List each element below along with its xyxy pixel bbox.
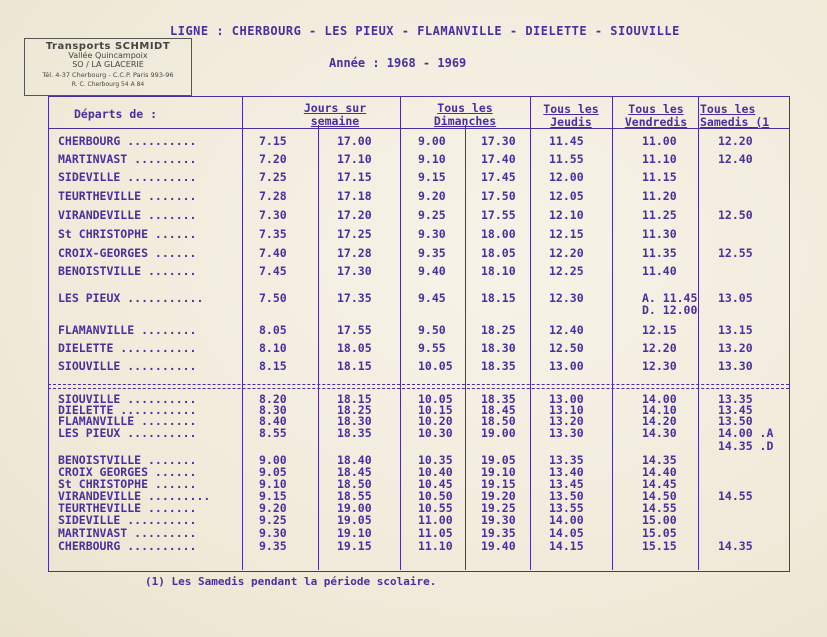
departure-time: 10.35 xyxy=(418,453,453,467)
departure-time: 17.40 xyxy=(481,152,516,166)
stamp-phone: Tél. 4-37 Cherbourg - C.C.P. Paris 993-96 xyxy=(42,71,174,79)
departure-time: 9.00 xyxy=(259,453,287,467)
header-dimanches xyxy=(410,102,520,128)
departure-time: 18.50 xyxy=(481,414,516,428)
station-name: St CHRISTOPHE ...... xyxy=(58,477,197,491)
column-divider xyxy=(400,96,401,570)
departure-time: 7.15 xyxy=(259,134,287,148)
departure-time: 7.45 xyxy=(259,264,287,278)
departure-time: 13.30 xyxy=(718,359,753,373)
station-name: VIRANDEVILLE ....... xyxy=(58,208,197,222)
departure-time: 7.20 xyxy=(259,152,287,166)
departure-time: 19.10 xyxy=(481,465,516,479)
departure-time: 18.35 xyxy=(481,359,516,373)
direction-divider xyxy=(48,388,789,389)
station-name: BENOISTVILLE ....... xyxy=(58,453,197,467)
station-name: DIELETTE ........... xyxy=(58,341,197,355)
departure-time: 12.20 xyxy=(718,134,753,148)
departure-time: 14.35 xyxy=(642,453,677,467)
departure-time: 12.55 xyxy=(718,246,753,260)
departure-time: 12.40 xyxy=(549,323,584,337)
departure-time: 12.50 xyxy=(718,208,753,222)
departure-time: 11.10 xyxy=(418,539,453,553)
footnote: (1) Les Samedis pendant la période scolaire. xyxy=(145,575,437,588)
station-name: CROIX GEORGES ...... xyxy=(58,465,197,479)
departure-time: 8.05 xyxy=(259,323,287,337)
departure-time: 8.40 xyxy=(259,414,287,428)
departure-time: 11.35 xyxy=(642,246,677,260)
departure-time: 13.00 xyxy=(549,392,584,406)
departure-time: 19.05 xyxy=(337,513,372,527)
departure-time: 9.45 xyxy=(418,291,446,305)
departure-time: 7.40 xyxy=(259,246,287,260)
departure-time: 17.55 xyxy=(481,208,516,222)
departure-time: 9.30 xyxy=(418,227,446,241)
departure-time: 12.15 xyxy=(549,227,584,241)
departure-time: 14.35 .D xyxy=(718,439,774,453)
station-name: LES PIEUX ........... xyxy=(58,291,204,305)
departure-time: 10.45 xyxy=(418,477,453,491)
station-name: TEURTHEVILLE ....... xyxy=(58,189,197,203)
departure-time: 14.20 xyxy=(642,414,677,428)
station-name: St CHRISTOPHE ...... xyxy=(58,227,197,241)
departure-time: 17.30 xyxy=(337,264,372,278)
station-name: CHERBOURG .......... xyxy=(58,134,197,148)
departure-time: 17.30 xyxy=(481,134,516,148)
stamp-company: Transports SCHMIDT xyxy=(45,41,171,52)
departure-time: 9.10 xyxy=(418,152,446,166)
departure-time: 18.40 xyxy=(337,453,372,467)
departure-time: 12.20 xyxy=(549,246,584,260)
departure-time: 7.28 xyxy=(259,189,287,203)
departure-time: 18.00 xyxy=(481,227,516,241)
station-name: SIDEVILLE .......... xyxy=(58,170,197,184)
departure-time: 10.40 xyxy=(418,465,453,479)
departure-time: 17.35 xyxy=(337,291,372,305)
departure-time: 8.20 xyxy=(259,392,287,406)
departure-time: 11.25 xyxy=(642,208,677,222)
departure-time: 13.30 xyxy=(549,426,584,440)
departure-time: 13.50 xyxy=(549,489,584,503)
departure-time: 14.55 xyxy=(642,501,677,515)
departure-time: 17.55 xyxy=(337,323,372,337)
departure-time: 10.15 xyxy=(418,403,453,417)
header-jeudis xyxy=(533,103,609,129)
departure-time: 18.30 xyxy=(481,341,516,355)
departure-time: 12.25 xyxy=(549,264,584,278)
departure-time: 13.40 xyxy=(549,465,584,479)
departure-time: 14.00 .A xyxy=(718,426,774,440)
departure-time: 14.35 xyxy=(718,539,753,553)
departure-time: 10.05 xyxy=(418,359,453,373)
departure-time: 13.35 xyxy=(718,392,753,406)
departure-time: 9.00 xyxy=(418,134,446,148)
column-divider xyxy=(612,96,613,570)
departure-time: 11.40 xyxy=(642,264,677,278)
departure-time: 12.20 xyxy=(642,341,677,355)
departure-time: A. 11.45 xyxy=(642,291,698,305)
departure-time: 11.15 xyxy=(642,170,677,184)
station-name: DIELETTE ........... xyxy=(58,403,197,417)
departure-time: 9.35 xyxy=(418,246,446,260)
departure-time: 14.10 xyxy=(642,403,677,417)
departure-time: 12.30 xyxy=(549,291,584,305)
departure-time: 18.15 xyxy=(337,359,372,373)
departure-time: 7.30 xyxy=(259,208,287,222)
header-jeudis-label: Tous les Jeudis xyxy=(543,102,599,129)
departure-time: 8.30 xyxy=(259,403,287,417)
station-name: CHERBOURG .......... xyxy=(58,539,197,553)
departure-time: 13.05 xyxy=(718,291,753,305)
departure-time: 18.50 xyxy=(337,477,372,491)
departure-time: 9.20 xyxy=(418,189,446,203)
departure-time: 13.45 xyxy=(718,403,753,417)
header-dimanches-label: Tous les Dimanches xyxy=(433,101,497,128)
departure-time: 13.50 xyxy=(718,414,753,428)
departure-time: 14.00 xyxy=(642,392,677,406)
departure-time: 19.20 xyxy=(481,489,516,503)
departure-time: 15.15 xyxy=(642,539,677,553)
column-divider xyxy=(242,96,243,570)
station-name: FLAMANVILLE ........ xyxy=(58,414,197,428)
departure-time: 19.15 xyxy=(481,477,516,491)
departure-time: 19.25 xyxy=(481,501,516,515)
station-name: CROIX-GEORGES ...... xyxy=(58,246,197,260)
departure-time: 14.05 xyxy=(549,526,584,540)
station-name: LES PIEUX .......... xyxy=(58,426,197,440)
header-departs: Départs de : xyxy=(74,107,158,121)
page-title: LIGNE : CHERBOURG - LES PIEUX - FLAMANVILLE - DIELETTE - SIOUVILLE xyxy=(170,24,680,38)
departure-time: 18.35 xyxy=(337,426,372,440)
departure-time: 17.20 xyxy=(337,208,372,222)
header-semaine xyxy=(285,102,385,128)
departure-time: 13.55 xyxy=(549,501,584,515)
header-vendredis-label: Tous les Vendredis xyxy=(624,102,688,129)
station-name: BENOISTVILLE ....... xyxy=(58,264,197,278)
departure-time: 9.10 xyxy=(259,477,287,491)
departure-time: 18.55 xyxy=(337,489,372,503)
departure-time: 12.15 xyxy=(642,323,677,337)
header-samedis xyxy=(700,103,788,129)
departure-time: 18.45 xyxy=(481,403,516,417)
departure-time: 13.10 xyxy=(549,403,584,417)
column-divider xyxy=(698,96,699,570)
company-stamp xyxy=(24,38,192,96)
departure-time: 14.50 xyxy=(642,489,677,503)
header-vendredis xyxy=(614,103,698,129)
header-samedis-label: Tous les Samedis (1 xyxy=(700,102,770,129)
departure-time: 18.05 xyxy=(337,341,372,355)
departure-time: 18.15 xyxy=(337,392,372,406)
departure-time: 19.15 xyxy=(337,539,372,553)
departure-time: 19.05 xyxy=(481,453,516,467)
departure-time: 18.30 xyxy=(337,414,372,428)
departure-time: 10.05 xyxy=(418,392,453,406)
departure-time: 10.55 xyxy=(418,501,453,515)
column-subdivider xyxy=(465,125,466,570)
departure-time: 19.00 xyxy=(337,501,372,515)
departure-time: 14.30 xyxy=(642,426,677,440)
station-name: SIOUVILLE .......... xyxy=(58,359,197,373)
departure-time: 18.25 xyxy=(481,323,516,337)
departure-time: 7.50 xyxy=(259,291,287,305)
departure-time: 19.10 xyxy=(337,526,372,540)
departure-time: 14.40 xyxy=(642,465,677,479)
departure-time: 17.45 xyxy=(481,170,516,184)
station-name: SIDEVILLE .......... xyxy=(58,513,197,527)
departure-time: 9.30 xyxy=(259,526,287,540)
station-name: MARTINVAST ......... xyxy=(58,152,197,166)
header-semaine-label: Jours sur semaine xyxy=(303,101,367,128)
departure-time: 17.10 xyxy=(337,152,372,166)
departure-time: 18.25 xyxy=(337,403,372,417)
departure-time: 12.00 xyxy=(549,170,584,184)
stamp-street: Vallée Quincampoix xyxy=(68,51,148,60)
departure-time: 17.25 xyxy=(337,227,372,241)
departure-time: 11.00 xyxy=(418,513,453,527)
departure-time: 17.18 xyxy=(337,189,372,203)
departure-time: 18.15 xyxy=(481,291,516,305)
departure-time: 12.10 xyxy=(549,208,584,222)
station-name: MARTINVAST ......... xyxy=(58,526,197,540)
column-divider xyxy=(530,96,531,570)
departure-time: D. 12.00 xyxy=(642,303,698,317)
departure-time: 9.15 xyxy=(259,489,287,503)
departure-time: 12.05 xyxy=(549,189,584,203)
departure-time: 13.00 xyxy=(549,359,584,373)
departure-time: 17.00 xyxy=(337,134,372,148)
departure-time: 11.05 xyxy=(418,526,453,540)
station-name: VIRANDEVILLE ......... xyxy=(58,489,211,503)
departure-time: 18.05 xyxy=(481,246,516,260)
departure-time: 9.15 xyxy=(418,170,446,184)
departure-time: 14.00 xyxy=(549,513,584,527)
departure-time: 17.15 xyxy=(337,170,372,184)
departure-time: 18.10 xyxy=(481,264,516,278)
departure-time: 9.05 xyxy=(259,465,287,479)
departure-time: 10.50 xyxy=(418,489,453,503)
column-subdivider xyxy=(318,125,319,570)
stamp-town: SO / LA GLACERIE xyxy=(72,60,144,69)
departure-time: 8.10 xyxy=(259,341,287,355)
departure-time: 12.30 xyxy=(642,359,677,373)
departure-time: 19.35 xyxy=(481,526,516,540)
departure-time: 9.20 xyxy=(259,501,287,515)
departure-time: 17.50 xyxy=(481,189,516,203)
year-subtitle: Année : 1968 - 1969 xyxy=(329,56,467,70)
departure-time: 12.40 xyxy=(718,152,753,166)
departure-time: 19.00 xyxy=(481,426,516,440)
departure-time: 15.05 xyxy=(642,526,677,540)
departure-time: 18.45 xyxy=(337,465,372,479)
departure-time: 9.40 xyxy=(418,264,446,278)
departure-time: 11.10 xyxy=(642,152,677,166)
departure-time: 11.20 xyxy=(642,189,677,203)
departure-time: 8.15 xyxy=(259,359,287,373)
departure-time: 11.30 xyxy=(642,227,677,241)
departure-time: 11.45 xyxy=(549,134,584,148)
departure-time: 14.45 xyxy=(642,477,677,491)
departure-time: 14.55 xyxy=(718,489,753,503)
station-name: SIOUVILLE .......... xyxy=(58,392,197,406)
departure-time: 9.35 xyxy=(259,539,287,553)
departure-time: 14.15 xyxy=(549,539,584,553)
departure-time: 7.35 xyxy=(259,227,287,241)
departure-time: 7.25 xyxy=(259,170,287,184)
departure-time: 8.55 xyxy=(259,426,287,440)
departure-time: 9.50 xyxy=(418,323,446,337)
station-name: TEURTHEVILLE ....... xyxy=(58,501,197,515)
station-name: FLAMANVILLE ........ xyxy=(58,323,197,337)
departure-time: 9.55 xyxy=(418,341,446,355)
departure-time: 12.50 xyxy=(549,341,584,355)
departure-time: 10.20 xyxy=(418,414,453,428)
departure-time: 13.15 xyxy=(718,323,753,337)
departure-time: 15.00 xyxy=(642,513,677,527)
departure-time: 13.35 xyxy=(549,453,584,467)
departure-time: 11.00 xyxy=(642,134,677,148)
direction-divider xyxy=(48,384,789,385)
departure-time: 19.30 xyxy=(481,513,516,527)
departure-time: 13.20 xyxy=(718,341,753,355)
departure-time: 9.25 xyxy=(259,513,287,527)
departure-time: 13.20 xyxy=(549,414,584,428)
stamp-registry: R. C. Cherbourg 54 A 84 xyxy=(71,81,145,88)
departure-time: 11.55 xyxy=(549,152,584,166)
departure-time: 19.40 xyxy=(481,539,516,553)
departure-time: 9.25 xyxy=(418,208,446,222)
departure-time: 13.45 xyxy=(549,477,584,491)
departure-time: 10.30 xyxy=(418,426,453,440)
departure-time: 18.35 xyxy=(481,392,516,406)
departure-time: 17.28 xyxy=(337,246,372,260)
